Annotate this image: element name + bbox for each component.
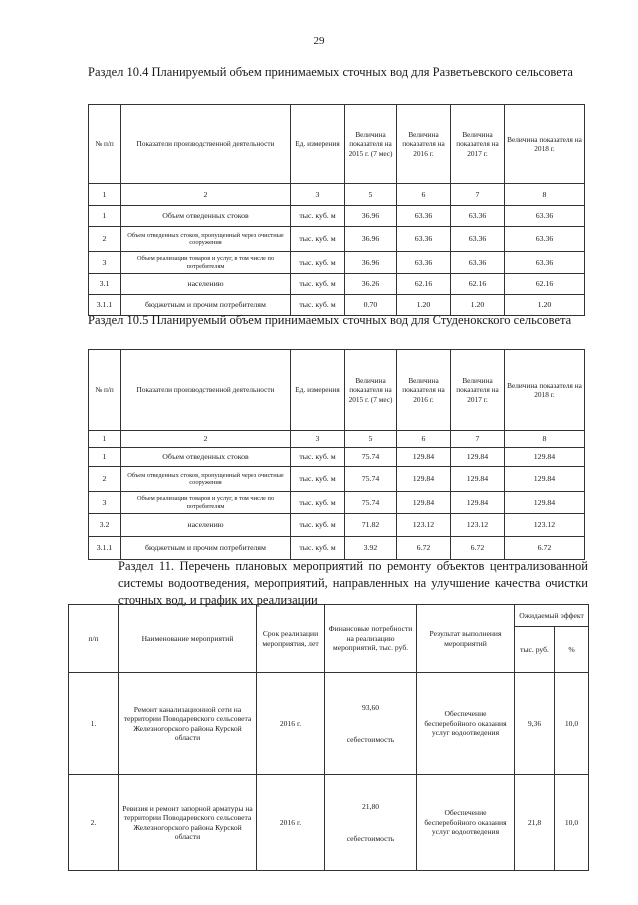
header-result: Результат выполнения мероприятий	[417, 605, 515, 673]
header-effect-rub: тыс. руб.	[515, 627, 555, 673]
header-term: Срок реализации мероприятия, лет	[257, 605, 325, 673]
table-row	[89, 514, 585, 537]
value-2016: 129.84	[397, 492, 451, 514]
header-2015: Величина показателя на 2015 г. (7 мес)	[345, 105, 397, 184]
header-number: № п/п	[89, 105, 121, 184]
value-2017: 63.36	[451, 227, 505, 252]
row-source: себестоимость	[346, 833, 395, 843]
row-unit: тыс. куб. м	[291, 537, 345, 560]
header-2015: Величина показателя на 2015 г. (7 мес)	[345, 350, 397, 431]
value-2016: 123.12	[397, 514, 451, 537]
table-row	[89, 274, 585, 295]
row-unit: тыс. куб. м	[291, 274, 345, 295]
value-2018: 6.72	[505, 537, 585, 560]
table-row	[89, 252, 585, 274]
col-num: 1	[89, 431, 121, 448]
value-2016: 129.84	[397, 448, 451, 467]
row-name: Объем отведенных стоков	[121, 448, 291, 467]
value-2017: 63.36	[451, 252, 505, 274]
table-row	[89, 206, 585, 227]
table-row	[89, 227, 585, 252]
value-2015: 75.74	[345, 467, 397, 492]
row-unit: тыс. куб. м	[291, 206, 345, 227]
value-2018: 63.36	[505, 206, 585, 227]
table-row	[89, 448, 585, 467]
value-2016: 62.16	[397, 274, 451, 295]
value-2017: 129.84	[451, 448, 505, 467]
row-name: Ремонт канализационной сети на территории Поводаревского сельсовета Железногорского района Курской области	[119, 673, 257, 775]
value-2017: 129.84	[451, 492, 505, 514]
header-2018: Величина показателя на 2018 г.	[505, 350, 585, 431]
row-amount: 21,80	[361, 802, 380, 811]
section-11-title	[88, 558, 588, 609]
row-number: 1	[89, 448, 121, 467]
header-effect-pct: %	[555, 627, 589, 673]
row-number: 3.1.1	[89, 295, 121, 316]
column-number-row	[89, 184, 585, 206]
value-2018: 63.36	[505, 227, 585, 252]
row-effect-pct: 10,0	[555, 775, 589, 871]
row-number: 1	[89, 206, 121, 227]
value-2017: 123.12	[451, 514, 505, 537]
row-unit: тыс. куб. м	[291, 492, 345, 514]
row-result: Обеспечение бесперебойного оказания услуг водоотведения	[417, 775, 515, 871]
value-2016: 63.36	[397, 227, 451, 252]
row-result: Обеспечение бесперебойного оказания услуг водоотведения	[417, 673, 515, 775]
value-2015: 36.96	[345, 206, 397, 227]
row-number: 2.	[69, 775, 119, 871]
row-number: 3	[89, 252, 121, 274]
value-2018: 63.36	[505, 252, 585, 274]
row-name: Объем реализации товаров и услуг, в том числе по потребителям	[121, 492, 291, 514]
value-2017: 62.16	[451, 274, 505, 295]
col-num: 6	[397, 431, 451, 448]
col-num: 2	[121, 184, 291, 206]
table-section-11	[68, 604, 589, 871]
row-number: 2	[89, 227, 121, 252]
header-indicator: Показатели производственной деятельности	[121, 350, 291, 431]
value-2017: 63.36	[451, 206, 505, 227]
col-num: 8	[505, 431, 585, 448]
col-num: 7	[451, 184, 505, 206]
row-finance	[325, 673, 417, 775]
value-2017: 6.72	[451, 537, 505, 560]
value-2018: 1.20	[505, 295, 585, 316]
table-row	[69, 775, 589, 871]
row-name: Ревизия и ремонт запорной арматуры на территории Поводаревского сельсовета Железногорского района Курской области	[119, 775, 257, 871]
section-11-title-text: Раздел 11. Перечень плановых мероприятий по ремонту объектов централизованной системы водоотведения, мероприятий, направленных на улучшение качества очистки сточных вод, и график их реализации	[118, 559, 588, 607]
table-header-row	[69, 605, 589, 627]
value-2015: 36.26	[345, 274, 397, 295]
table-section-10-4	[88, 104, 585, 316]
row-term: 2016 г.	[257, 775, 325, 871]
row-amount: 93,60	[361, 703, 380, 712]
col-num: 8	[505, 184, 585, 206]
value-2015: 36.96	[345, 227, 397, 252]
col-num: 5	[345, 184, 397, 206]
value-2016: 63.36	[397, 206, 451, 227]
value-2016: 63.36	[397, 252, 451, 274]
table-row	[89, 537, 585, 560]
header-2017: Величина показателя на 2017 г.	[451, 350, 505, 431]
value-2016: 1.20	[397, 295, 451, 316]
value-2018: 129.84	[505, 467, 585, 492]
row-name: Объем отведенных стоков	[121, 206, 291, 227]
col-num: 3	[291, 184, 345, 206]
value-2015: 36.96	[345, 252, 397, 274]
table-row	[69, 673, 589, 775]
row-number: 1.	[69, 673, 119, 775]
col-num: 1	[89, 184, 121, 206]
row-number: 3.2	[89, 514, 121, 537]
row-finance	[325, 775, 417, 871]
row-source: себестоимость	[346, 734, 395, 744]
header-indicator: Показатели производственной деятельности	[121, 105, 291, 184]
row-unit: тыс. куб. м	[291, 467, 345, 492]
row-unit: тыс. куб. м	[291, 227, 345, 252]
col-num: 2	[121, 431, 291, 448]
value-2016: 129.84	[397, 467, 451, 492]
col-num: 5	[345, 431, 397, 448]
value-2015: 75.74	[345, 448, 397, 467]
header-unit: Ед. измерения	[291, 105, 345, 184]
col-num: 7	[451, 431, 505, 448]
header-2017: Величина показателя на 2017 г.	[451, 105, 505, 184]
row-name: Объем реализации товаров и услуг, в том числе по потребителям	[121, 252, 291, 274]
row-name: населению	[121, 274, 291, 295]
row-number: 3.1	[89, 274, 121, 295]
row-name: бюджетным и прочим потребителям	[121, 537, 291, 560]
value-2018: 129.84	[505, 448, 585, 467]
header-unit: Ед. измерения	[291, 350, 345, 431]
row-term: 2016 г.	[257, 673, 325, 775]
value-2015: 71.82	[345, 514, 397, 537]
header-finance: Финансовые потребности на реализацию мероприятий, тыс. руб.	[325, 605, 417, 673]
section-10-4-title-text: Раздел 10.4 Планируемый объем принимаемых сточных вод для Разветьевского сельсовета	[88, 65, 573, 79]
header-2016: Величина показателя на 2016 г.	[397, 105, 451, 184]
value-2015: 0.70	[345, 295, 397, 316]
table-row	[89, 492, 585, 514]
value-2017: 1.20	[451, 295, 505, 316]
value-2018: 129.84	[505, 492, 585, 514]
row-effect-pct: 10,0	[555, 673, 589, 775]
col-num: 6	[397, 184, 451, 206]
row-number: 2	[89, 467, 121, 492]
value-2016: 6.72	[397, 537, 451, 560]
table-section-10-5	[88, 349, 585, 560]
section-10-5-title-text: Раздел 10.5 Планируемый объем принимаемых сточных вод для Студенокского сельсовета	[88, 313, 572, 327]
row-effect-rub: 9,36	[515, 673, 555, 775]
row-number: 3	[89, 492, 121, 514]
header-2016: Величина показателя на 2016 г.	[397, 350, 451, 431]
header-name: Наименование мероприятий	[119, 605, 257, 673]
section-10-4-title	[88, 64, 588, 81]
page-number: 29	[313, 35, 325, 47]
col-num: 3	[291, 431, 345, 448]
row-name: Объем отведенных стоков, пропущенный через очистные сооружения	[121, 227, 291, 252]
header-effect: Ожидаемый эффект	[515, 605, 589, 627]
value-2018: 123.12	[505, 514, 585, 537]
table-header-row	[89, 105, 585, 184]
row-unit: тыс. куб. м	[291, 295, 345, 316]
header-2018: Величина показателя на 2018 г.	[505, 105, 585, 184]
value-2018: 62.16	[505, 274, 585, 295]
value-2015: 3.92	[345, 537, 397, 560]
row-effect-rub: 21,8	[515, 775, 555, 871]
header-number: № п/п	[89, 350, 121, 431]
value-2015: 75.74	[345, 492, 397, 514]
value-2017: 129.84	[451, 467, 505, 492]
row-unit: тыс. куб. м	[291, 252, 345, 274]
row-unit: тыс. куб. м	[291, 448, 345, 467]
section-10-5-title	[88, 312, 588, 329]
row-name: бюджетным и прочим потребителям	[121, 295, 291, 316]
table-row	[89, 467, 585, 492]
row-name: Объем отведенных стоков, пропущенный через очистные сооружения	[121, 467, 291, 492]
column-number-row	[89, 431, 585, 448]
table-header-row	[89, 350, 585, 431]
row-number: 3.1.1	[89, 537, 121, 560]
row-name: населению	[121, 514, 291, 537]
row-unit: тыс. куб. м	[291, 514, 345, 537]
header-number: п/п	[69, 605, 119, 673]
